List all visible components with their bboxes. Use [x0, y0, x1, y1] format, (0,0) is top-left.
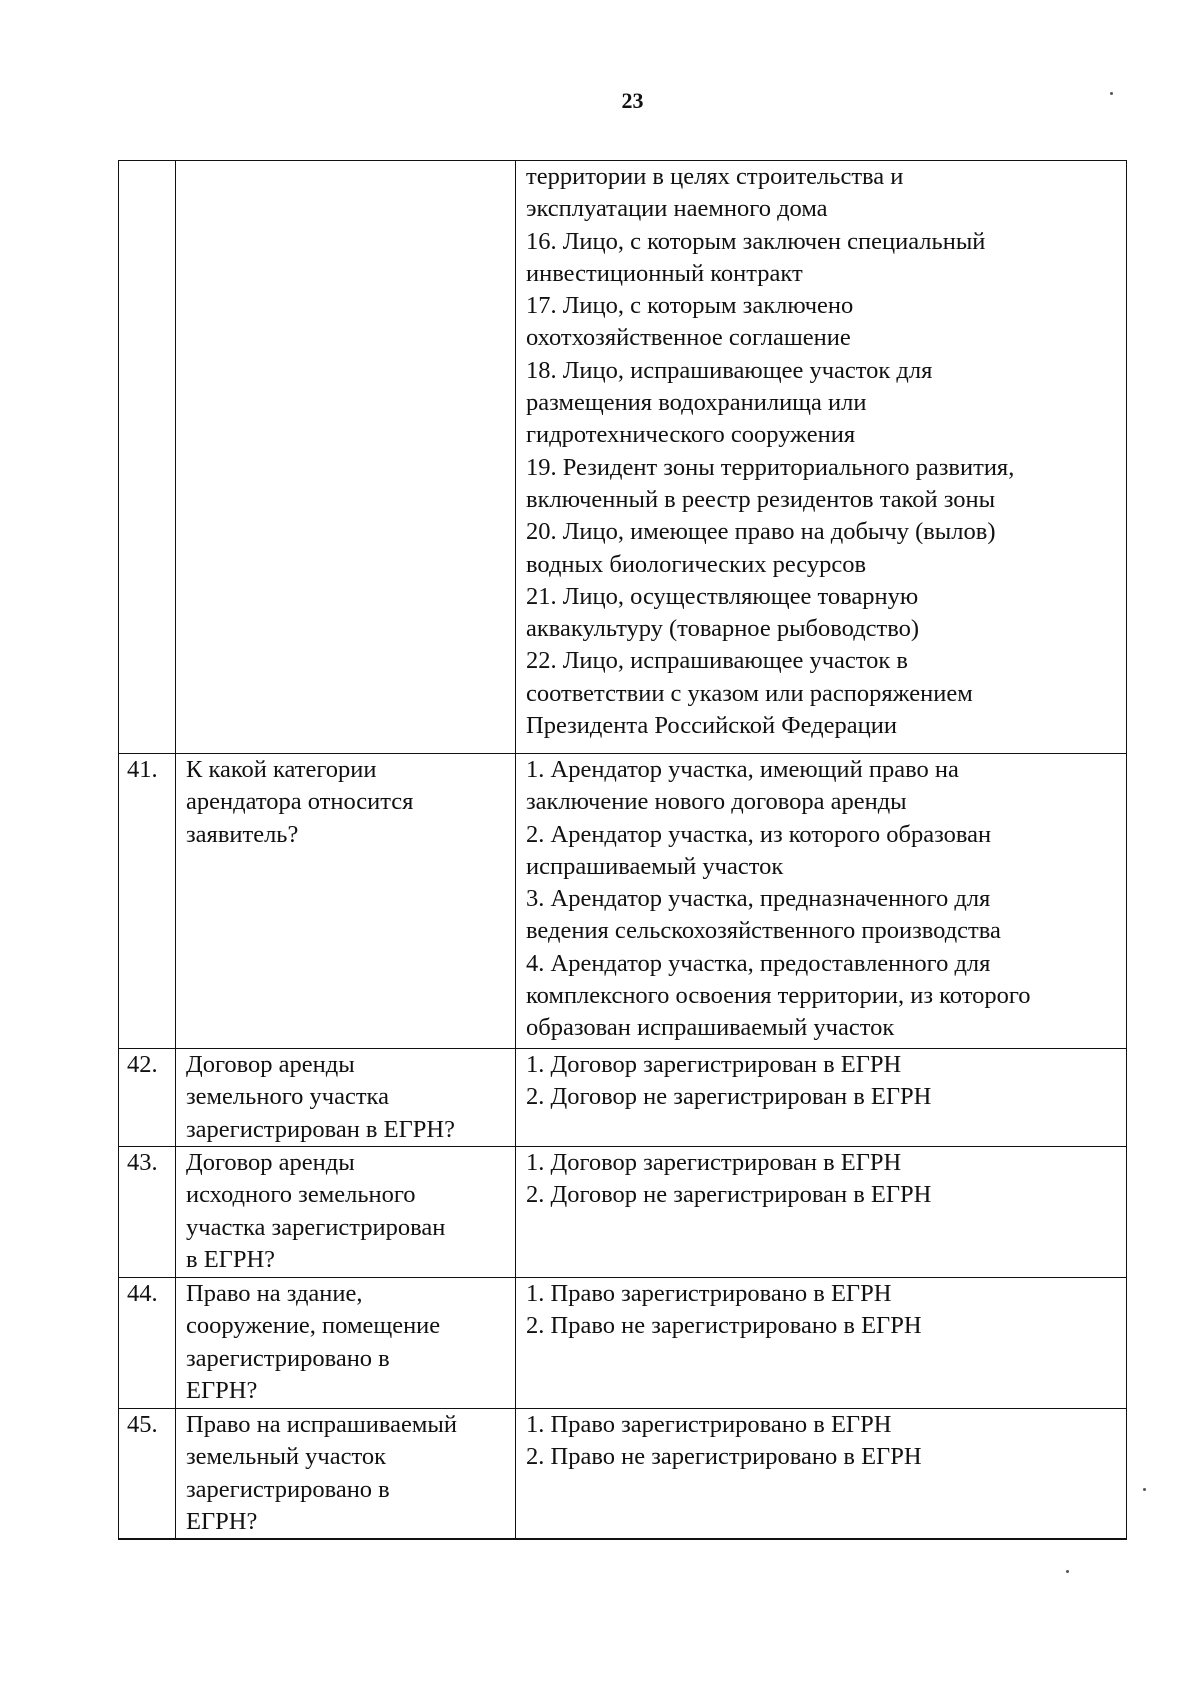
question-line: зарегистрировано в: [186, 1344, 390, 1372]
answer-option-line: аквакультуру (товарное рыбоводство): [526, 615, 920, 643]
question-line: Договор аренды: [186, 1051, 355, 1078]
row-number: 43.: [127, 1149, 158, 1176]
table-row: [119, 754, 1127, 1049]
answer-option-line: комплексного освоения территории, из которого: [526, 982, 1031, 1010]
question-line: К какой категории: [186, 756, 377, 783]
answer-option-line: 1. Арендатор участка, имеющий право на: [526, 756, 959, 783]
scan-speck: [1066, 1570, 1069, 1573]
answer-option-line: 16. Лицо, с которым заключен специальный: [526, 227, 986, 255]
answer-option-line: 22. Лицо, испрашивающее участок в: [526, 647, 908, 675]
answer-option-line: охотхозяйственное соглашение: [526, 324, 851, 352]
answer-option-line: 21. Лицо, осуществляющее товарную: [526, 582, 919, 610]
answer-option-line: 18. Лицо, испрашивающее участок для: [526, 356, 933, 384]
question-cell: [176, 1147, 516, 1278]
answers-cell: [516, 754, 1127, 1049]
answer-option-line: 3. Арендатор участка, предназначенного для: [526, 885, 991, 913]
answer-option-line: 17. Лицо, с которым заключено: [526, 292, 854, 320]
answer-option-line: ведения сельскохозяйственного производства: [526, 917, 1001, 945]
answer-option-line: 20. Лицо, имеющее право на добычу (вылов): [526, 518, 996, 546]
table-row: [119, 1049, 1127, 1147]
row-number: 41.: [127, 756, 158, 783]
question-line: зарегистрирован в ЕГРН?: [186, 1115, 455, 1143]
answer-option-line: эксплуатации наемного дома: [526, 195, 828, 223]
answer-option-line: Президента Российской Федерации: [526, 712, 897, 740]
question-cell: [176, 754, 516, 1049]
table-row: [119, 1278, 1127, 1409]
answer-option-line: 1. Право зарегистрировано в ЕГРН: [526, 1411, 892, 1438]
question-line: участка зарегистрирован: [186, 1213, 446, 1241]
answer-option-line: 1. Договор зарегистрирован в ЕГРН: [526, 1149, 902, 1176]
question-line: сооружение, помещение: [186, 1312, 441, 1340]
scan-speck: [1110, 92, 1113, 95]
question-line: ЕГРН?: [186, 1507, 258, 1535]
answer-option-line: 2. Право не зарегистрировано в ЕГРН: [526, 1443, 922, 1471]
question-line: заявитель?: [186, 820, 299, 848]
answer-option-line: территории в целях строительства и: [526, 163, 904, 190]
answer-option-line: соответствии с указом или распоряжением: [526, 679, 973, 707]
answer-option-line: инвестиционный контракт: [526, 259, 803, 287]
table-row: [119, 161, 1127, 754]
row-number-cell: [119, 754, 176, 1049]
scan-speck: [1143, 1488, 1146, 1491]
question-line: Договор аренды: [186, 1149, 355, 1176]
answer-option-line: 19. Резидент зоны территориального развития,: [526, 453, 1015, 481]
question-line: Право на испрашиваемый: [186, 1411, 457, 1438]
question-cell: [176, 161, 516, 754]
answers-cell: [516, 1409, 1127, 1540]
answer-option-line: 2. Договор не зарегистрирован в ЕГРН: [526, 1083, 932, 1111]
row-number: 45.: [127, 1411, 158, 1438]
answers-cell: [516, 1049, 1127, 1147]
answer-option-line: испрашиваемый участок: [526, 852, 784, 880]
row-number-cell: [119, 1049, 176, 1147]
question-line: в ЕГРН?: [186, 1245, 276, 1273]
row-number-cell: [119, 1278, 176, 1409]
question-line: Право на здание,: [186, 1280, 363, 1307]
answer-option-line: включенный в реестр резидентов такой зоны: [526, 485, 996, 513]
question-cell: [176, 1049, 516, 1147]
answer-option-line: 2. Арендатор участка, из которого образован: [526, 820, 992, 848]
question-line: земельный участок: [186, 1443, 386, 1471]
answer-option-line: 2. Договор не зарегистрирован в ЕГРН: [526, 1181, 932, 1209]
table-row: [119, 1147, 1127, 1278]
answer-option-line: 4. Арендатор участка, предоставленного для: [526, 949, 991, 977]
answers-cell: [516, 161, 1127, 754]
row-number-cell: [119, 1409, 176, 1540]
answer-option-line: 2. Право не зарегистрировано в ЕГРН: [526, 1312, 922, 1340]
answer-option-line: образован испрашиваемый участок: [526, 1014, 895, 1042]
table-row: [119, 1409, 1127, 1540]
row-number: 44.: [127, 1280, 158, 1307]
questions-table: [118, 160, 1127, 1540]
row-number-cell: [119, 1147, 176, 1278]
answer-option-line: размещения водохранилища или: [526, 389, 867, 417]
question-line: исходного земельного: [186, 1181, 416, 1209]
answer-option-line: 1. Право зарегистрировано в ЕГРН: [526, 1280, 892, 1307]
answers-cell: [516, 1147, 1127, 1278]
row-number: 42.: [127, 1051, 158, 1078]
answer-option-line: водных биологических ресурсов: [526, 550, 867, 578]
question-line: зарегистрировано в: [186, 1475, 390, 1503]
question-line: арендатора относится: [186, 788, 414, 816]
answer-option-line: гидротехнического сооружения: [526, 421, 856, 449]
question-line: ЕГРН?: [186, 1376, 258, 1404]
answer-option-line: 1. Договор зарегистрирован в ЕГРН: [526, 1051, 902, 1078]
page-number: 23: [621, 88, 644, 113]
answer-option-line: заключение нового договора аренды: [526, 788, 907, 816]
question-cell: [176, 1409, 516, 1540]
question-cell: [176, 1278, 516, 1409]
question-line: земельного участка: [186, 1083, 389, 1111]
answers-cell: [516, 1278, 1127, 1409]
table-body: [119, 161, 1127, 1540]
row-number-cell: [119, 161, 176, 754]
